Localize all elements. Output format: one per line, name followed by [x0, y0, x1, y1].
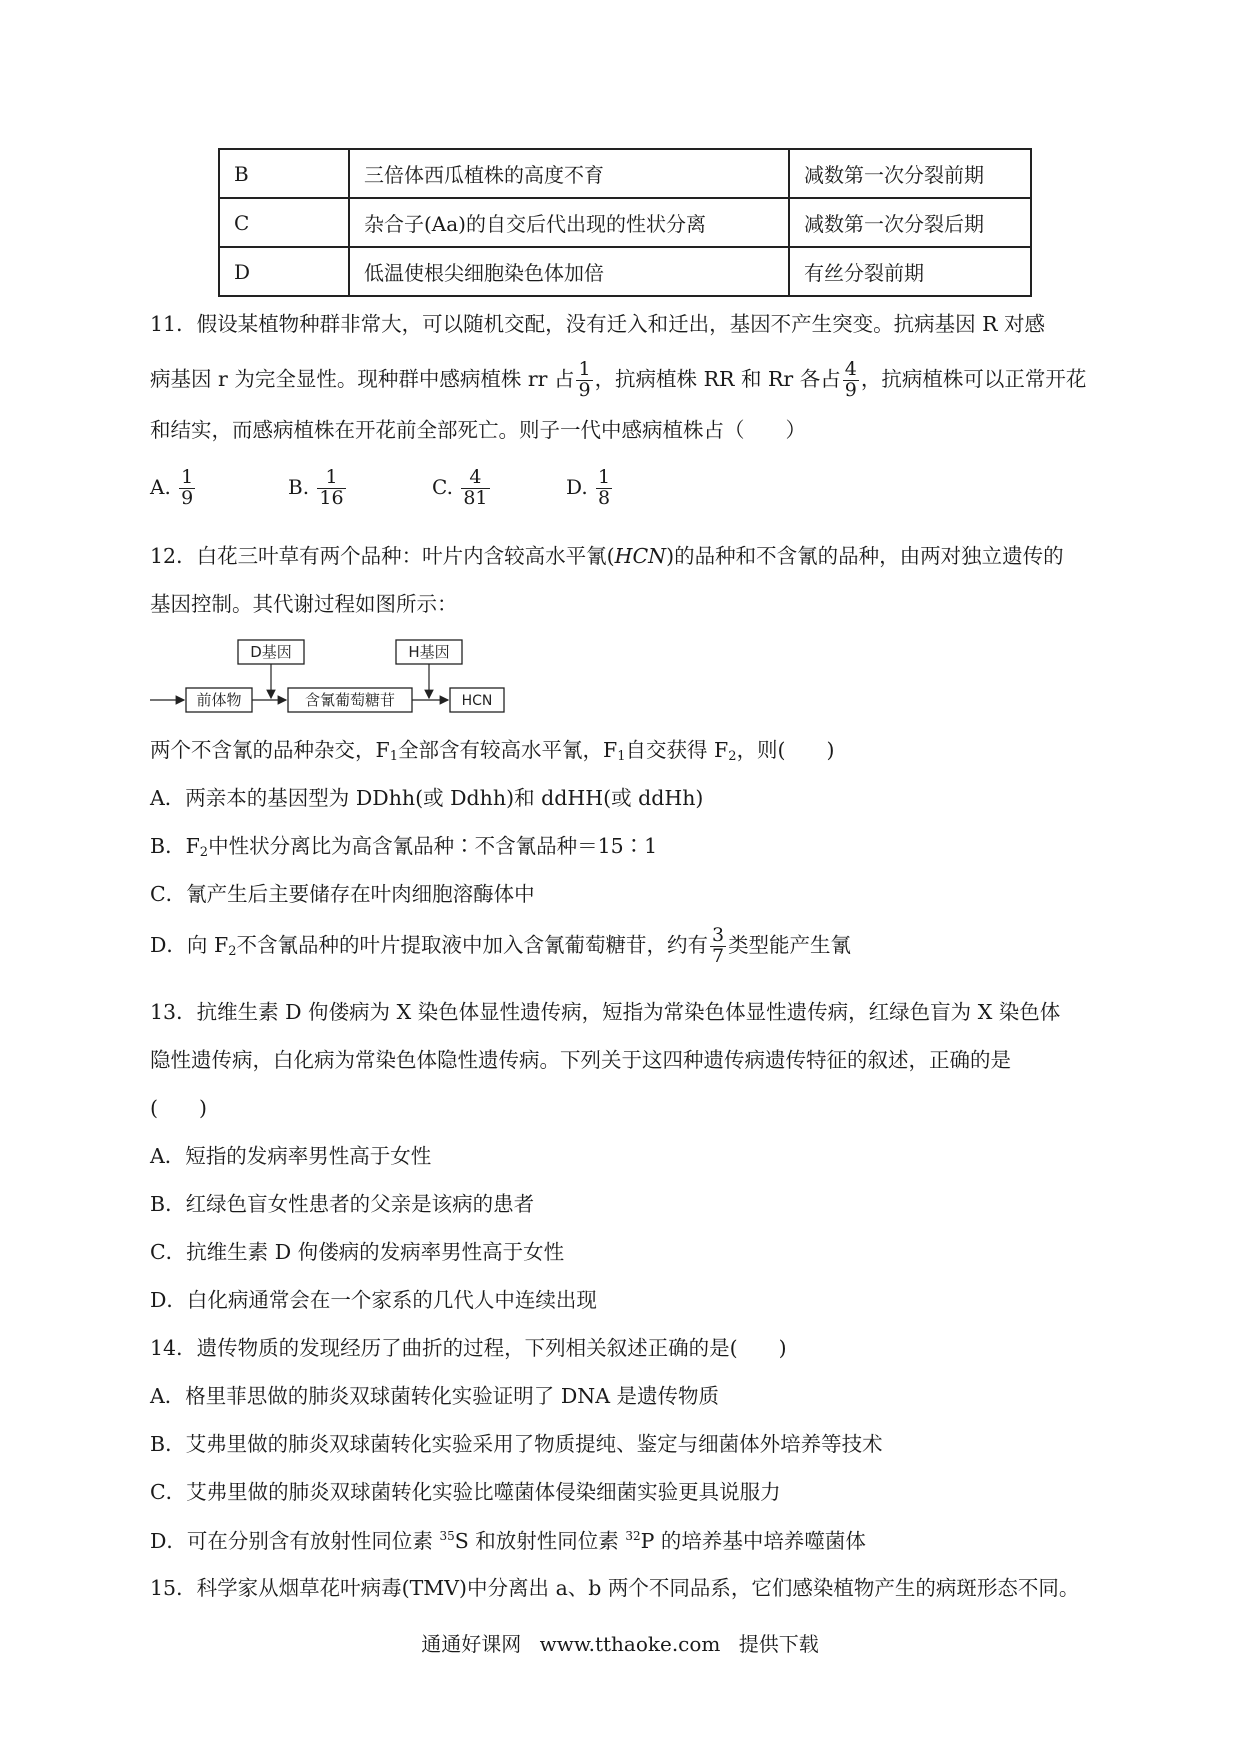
q12-option-d[interactable]	[150, 926, 851, 967]
q12-line1	[150, 546, 1064, 567]
choice-label: B.	[288, 474, 310, 499]
choice-fraction	[461, 468, 489, 509]
q13-line1	[150, 1002, 1060, 1023]
option-text: B．红绿色盲女性患者的父亲是该病的患者	[150, 1192, 535, 1216]
q11-text2a: 病基因 r 为完全显性。现种群中感病植株 rr 占	[150, 366, 575, 391]
q14-option-d[interactable]	[150, 1530, 866, 1552]
q13-option-d[interactable]	[150, 1290, 597, 1311]
frac-num: 1	[578, 358, 591, 380]
option-cell: D	[219, 247, 349, 296]
precursor-label: 前体物	[196, 691, 242, 709]
frac-den: 9	[181, 486, 194, 509]
q13-line2	[150, 1050, 1011, 1071]
q11-text2c: ，抗病植株可以正常开花	[860, 366, 1087, 391]
frac-den: 8	[598, 486, 611, 509]
q14-option-c[interactable]	[150, 1482, 781, 1503]
q11-fraction-rr-rr	[843, 360, 859, 401]
q13-line3	[150, 1098, 207, 1119]
footer-url[interactable]: www.tthaoke.com	[539, 1632, 721, 1656]
table-row	[219, 247, 1031, 296]
q14-option-a[interactable]	[150, 1386, 719, 1407]
frac-num: 4	[461, 468, 489, 489]
frac-num: 1	[181, 466, 194, 488]
answer-table	[218, 148, 1032, 297]
q12-fraction	[710, 926, 726, 967]
option-text: A．两亲本的基因型为 DDhh(或 Ddhh)和 ddHH(或 ddHh)	[150, 786, 704, 810]
choice-label: A.	[150, 474, 171, 499]
stage-cell: 减数第一次分裂后期	[789, 198, 1031, 247]
option-text: S 和放射性同位素	[454, 1529, 626, 1553]
q12-hcn: HCN	[614, 544, 667, 568]
q12-text3d: ，则( )	[736, 738, 835, 762]
page-footer	[0, 1628, 1240, 1657]
q13-option-b[interactable]	[150, 1194, 534, 1215]
option-cell: C	[219, 198, 349, 247]
q11-fraction-rr	[576, 360, 592, 401]
option-text: 类型能产生氰	[728, 932, 852, 957]
q12-line2	[150, 594, 458, 615]
d-gene-label: D基因	[250, 643, 292, 661]
hcn-label: HCN	[461, 693, 493, 709]
q15-text1: 15．科学家从烟草花叶病毒(TMV)中分离出 a、b 两个不同品系，它们感染植物产生的病斑形态不同。	[150, 1576, 1080, 1600]
q12-option-b[interactable]	[150, 836, 657, 859]
phenomenon-cell: 低温使根尖细胞染色体加倍	[349, 247, 789, 296]
q11-text3: 和结实，而感病植株在开花前全部死亡。则子一代中感病植株占（ ）	[150, 418, 806, 442]
q11-choice-a[interactable]	[150, 468, 197, 509]
subscript: 2	[728, 749, 737, 764]
option-text: D．向 F	[150, 932, 229, 957]
option-text: C．艾弗里做的肺炎双球菌转化实验比噬菌体侵染细菌实验更具说服力	[150, 1480, 781, 1504]
superscript: 32	[625, 1529, 641, 1543]
q12-text1a: 12．白花三叶草有两个品种：叶片内含较高水平氰(	[150, 544, 615, 568]
q11-line3	[150, 420, 806, 441]
frac-den: 9	[844, 378, 857, 401]
frac-num: 1	[598, 466, 611, 488]
q14-option-b[interactable]	[150, 1434, 883, 1455]
q12-line3	[150, 740, 835, 763]
q15-line1	[150, 1578, 1079, 1599]
q11-choice-c[interactable]	[432, 468, 492, 509]
phenomenon-cell: 杂合子(Aa)的自交后代出现的性状分离	[349, 198, 789, 247]
q14-text1: 14．遗传物质的发现经历了曲折的过程，下列相关叙述正确的是( )	[150, 1336, 787, 1360]
option-text: C．抗维生素 D 佝偻病的发病率男性高于女性	[150, 1240, 565, 1264]
q11-choice-d[interactable]	[566, 468, 614, 509]
stage-cell: 有丝分裂前期	[789, 247, 1031, 296]
option-text: D．可在分别含有放射性同位素	[150, 1529, 440, 1553]
q12-text1b: )的品种和不含氰的品种，由两对独立遗传的	[666, 544, 1064, 568]
q13-text2: 隐性遗传病，白化病为常染色体隐性遗传病。下列关于这四种遗传病遗传特征的叙述，正确的是	[150, 1048, 1011, 1072]
intermediate-label: 含氰葡萄糖苷	[304, 691, 396, 709]
table-row	[219, 198, 1031, 247]
option-text: B．艾弗里做的肺炎双球菌转化实验采用了物质提纯、鉴定与细菌体外培养等技术	[150, 1432, 883, 1456]
q11-text2b: ，抗病植株 RR 和 Rr 各占	[594, 366, 841, 391]
choice-label: D.	[566, 474, 588, 499]
frac-num: 4	[844, 358, 857, 380]
option-text: C．氰产生后主要储存在叶肉细胞溶酶体中	[150, 882, 535, 906]
subscript: 2	[199, 845, 209, 860]
q12-text3b: 全部含有较高水平氰，F	[398, 738, 618, 762]
option-text: B．F	[150, 834, 200, 858]
h-gene-label: H基因	[408, 643, 450, 661]
q13-text1: 13．抗维生素 D 佝偻病为 X 染色体显性遗传病，短指为常染色体显性遗传病，红绿色盲为 X 染色体	[150, 1000, 1061, 1024]
q11-choice-b[interactable]	[288, 468, 348, 509]
option-text: 中性状分离比为高含氰品种∶不含氰品种＝15∶1	[208, 834, 658, 858]
option-text: A．格里菲思做的肺炎双球菌转化实验证明了 DNA 是遗传物质	[150, 1384, 720, 1408]
subscript: 2	[228, 943, 237, 959]
q13-option-c[interactable]	[150, 1242, 564, 1263]
metabolic-pathway-diagram	[150, 636, 530, 716]
frac-num: 3	[711, 924, 725, 946]
choice-fraction	[317, 468, 345, 509]
option-text: D．白化病通常会在一个家系的几代人中连续出现	[150, 1288, 597, 1312]
option-text: P 的培养基中培养噬菌体	[640, 1529, 866, 1553]
choice-fraction	[596, 468, 612, 509]
choice-fraction	[179, 468, 195, 509]
subscript: 1	[389, 749, 399, 764]
frac-den: 7	[711, 944, 725, 967]
footer-site: 通通好课网	[421, 1632, 522, 1656]
stage-cell: 减数第一次分裂前期	[789, 149, 1031, 198]
table-row	[219, 149, 1031, 198]
frac-den: 9	[578, 378, 591, 401]
frac-den: 16	[319, 486, 344, 509]
q11-line1	[150, 314, 1045, 335]
q12-text3a: 两个不含氰的品种杂交，F	[150, 738, 390, 762]
q12-text2: 基因控制。其代谢过程如图所示：	[150, 592, 458, 616]
frac-den: 81	[463, 486, 488, 509]
q12-option-a[interactable]	[150, 788, 703, 809]
option-cell: B	[219, 149, 349, 198]
phenomenon-cell: 三倍体西瓜植株的高度不育	[349, 149, 789, 198]
subscript: 1	[617, 749, 626, 764]
q11-text1: 11．假设某植物种群非常大，可以随机交配，没有迁入和迁出，基因不产生突变。抗病基因 R 对感	[150, 312, 1046, 336]
footer-note: 提供下载	[738, 1632, 819, 1656]
choice-label: C.	[432, 474, 453, 499]
q12-option-c[interactable]	[150, 884, 535, 905]
q14-line1	[150, 1338, 787, 1359]
frac-num: 1	[317, 468, 345, 489]
option-text: A．短指的发病率男性高于女性	[150, 1144, 432, 1168]
q12-text3c: 自交获得 F	[625, 738, 729, 762]
q13-option-a[interactable]	[150, 1146, 431, 1167]
option-text: 不含氰品种的叶片提取液中加入含氰葡萄糖苷，约有	[236, 932, 708, 957]
superscript: 35	[439, 1529, 455, 1543]
q11-line2	[150, 360, 1086, 401]
q13-text3: ( )	[150, 1096, 207, 1120]
